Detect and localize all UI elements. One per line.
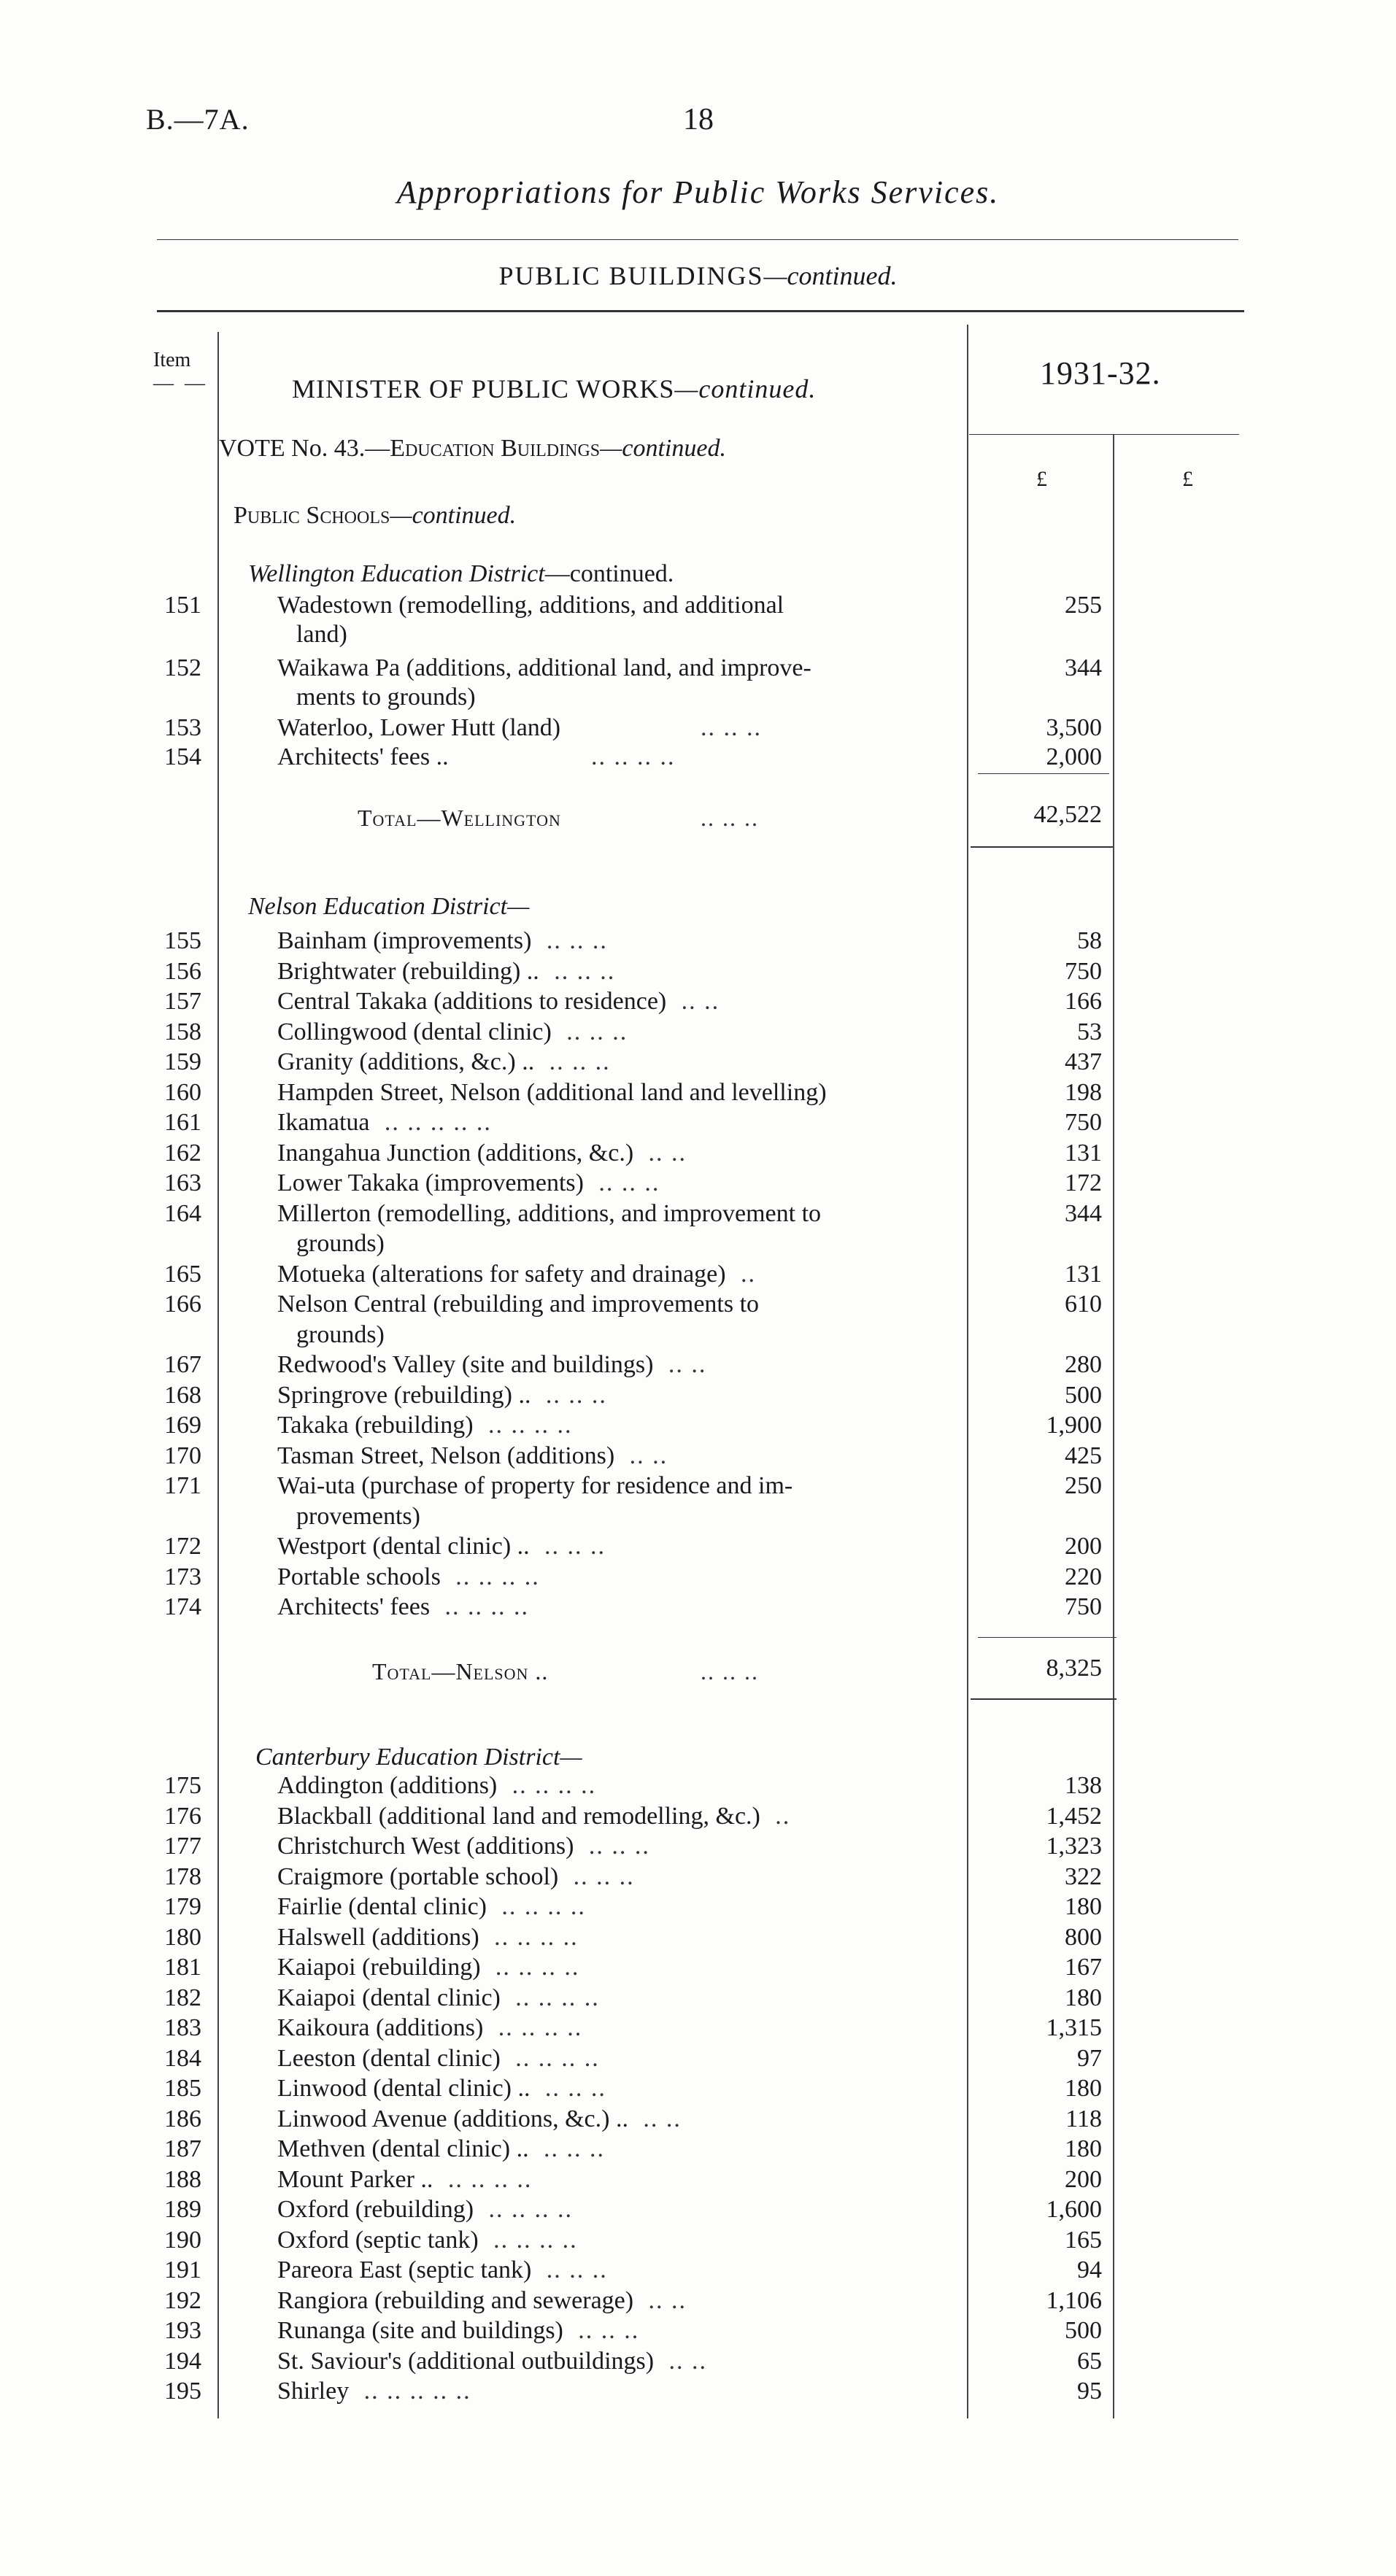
item-description bbox=[277, 2044, 956, 2073]
leader-dots: .. .. .. .. bbox=[591, 743, 676, 770]
leader-dots: .. .. bbox=[681, 988, 720, 1015]
item-description bbox=[277, 957, 956, 986]
leader-dots: .. .. bbox=[643, 2105, 682, 2132]
document-reference: B.—7A. bbox=[146, 103, 250, 136]
item-number: 181 bbox=[164, 1954, 201, 1981]
item-description bbox=[277, 1471, 956, 1501]
leader-dots: .. bbox=[740, 1260, 756, 1288]
item-amount: 198 bbox=[1065, 1078, 1102, 1106]
item-description bbox=[277, 2074, 956, 2103]
item-amount: 344 bbox=[1065, 1199, 1102, 1227]
leader-dots: .. .. .. bbox=[544, 1533, 606, 1560]
item-amount: 255 bbox=[1065, 592, 1102, 619]
leader-dots: .. .. .. .. bbox=[515, 1984, 600, 2011]
year-header-rule bbox=[969, 434, 1239, 435]
item-number: 176 bbox=[164, 1802, 201, 1830]
schools-continued: —continued. bbox=[390, 502, 517, 529]
item-description bbox=[277, 2347, 956, 2376]
item-number: 185 bbox=[164, 2075, 201, 2102]
leader-dots: .. .. .. bbox=[546, 927, 608, 954]
item-description: Waikawa Pa (additions, additional land, and improve- bbox=[277, 654, 811, 681]
leader-dots: .. .. .. bbox=[566, 1018, 628, 1045]
item-text: Portable schools bbox=[277, 1563, 441, 1590]
item-text: Westport (dental clinic) .. bbox=[277, 1533, 530, 1560]
item-description bbox=[277, 2316, 956, 2345]
currency-symbol-first: £ bbox=[1036, 467, 1047, 491]
item-description bbox=[277, 1018, 956, 1047]
item-number: 188 bbox=[164, 2165, 201, 2193]
item-description bbox=[277, 1563, 956, 1592]
item-amount: 180 bbox=[1065, 2075, 1102, 2102]
item-number: 171 bbox=[164, 1472, 201, 1499]
item-number: 153 bbox=[164, 714, 201, 741]
item-number: 172 bbox=[164, 1533, 201, 1560]
leader-dots: .. .. .. bbox=[701, 1658, 759, 1685]
item-description-continued: land) bbox=[296, 621, 347, 648]
item-amount: 172 bbox=[1065, 1169, 1102, 1196]
item-text: Mount Parker .. bbox=[277, 2165, 433, 2193]
leader-dots: .. .. .. .. bbox=[444, 1593, 529, 1620]
item-number: 162 bbox=[164, 1139, 201, 1167]
subtotal-rule bbox=[978, 1637, 1117, 1638]
item-description bbox=[277, 1199, 956, 1229]
item-amount: 131 bbox=[1065, 1260, 1102, 1288]
item-text: St. Saviour's (additional outbuildings) bbox=[277, 2347, 655, 2375]
total-rule bbox=[971, 1698, 1117, 1700]
item-number: 155 bbox=[164, 927, 201, 954]
item-number: 187 bbox=[164, 2135, 201, 2162]
item-description-continued: provements) bbox=[296, 1502, 420, 1530]
item-amount: 500 bbox=[1065, 2317, 1102, 2344]
item-amount: 322 bbox=[1065, 1863, 1102, 1890]
item-amount: 280 bbox=[1065, 1351, 1102, 1378]
item-description bbox=[277, 2105, 956, 2134]
minister-continued: —continued. bbox=[674, 374, 817, 403]
item-number: 186 bbox=[164, 2105, 201, 2132]
item-number: 179 bbox=[164, 1893, 201, 1920]
item-amount: 131 bbox=[1065, 1139, 1102, 1167]
item-number: 158 bbox=[164, 1018, 201, 1045]
item-number: 190 bbox=[164, 2226, 201, 2254]
item-text: Blackball (additional land and remodelling, &c.) bbox=[277, 1802, 760, 1830]
item-text: Collingwood (dental clinic) bbox=[277, 1018, 552, 1045]
item-description bbox=[277, 1411, 956, 1440]
item-number: 170 bbox=[164, 1442, 201, 1469]
item-text: Granity (additions, &c.) .. bbox=[277, 1048, 535, 1075]
item-description bbox=[277, 1771, 956, 1801]
minister-name: MINISTER OF PUBLIC WORKS bbox=[292, 374, 675, 403]
item-number: 182 bbox=[164, 1984, 201, 2011]
leader-dots: .. .. .. .. bbox=[488, 2196, 573, 2223]
item-amount: 750 bbox=[1065, 957, 1102, 985]
item-amount: 1,106 bbox=[1046, 2286, 1102, 2314]
leader-dots: .. .. bbox=[648, 1139, 687, 1167]
item-amount: 95 bbox=[1077, 2378, 1102, 2405]
total-text: Total—Wellington bbox=[358, 805, 561, 831]
vote-prefix: VOTE No. 43.— bbox=[219, 435, 390, 462]
item-number: 173 bbox=[164, 1563, 201, 1590]
item-amount: 800 bbox=[1065, 1923, 1102, 1951]
subtotal-rule bbox=[978, 773, 1109, 774]
item-description bbox=[277, 987, 956, 1016]
leader-dots: .. .. .. bbox=[588, 1833, 650, 1860]
item-description bbox=[277, 1139, 956, 1168]
item-number: 194 bbox=[164, 2347, 201, 2375]
item-number: 167 bbox=[164, 1351, 201, 1378]
item-description-continued: grounds) bbox=[296, 1320, 385, 1348]
item-text: Christchurch West (additions) bbox=[277, 1833, 574, 1860]
item-number: 152 bbox=[164, 654, 201, 681]
item-amount: 250 bbox=[1065, 1472, 1102, 1499]
item-number: 168 bbox=[164, 1381, 201, 1409]
item-text: Linwood (dental clinic) .. bbox=[277, 2075, 531, 2102]
item-amount: 180 bbox=[1065, 1984, 1102, 2011]
minister-heading bbox=[292, 374, 816, 404]
leader-dots: .. .. .. .. bbox=[447, 2165, 533, 2193]
item-column-header: Item bbox=[153, 349, 191, 371]
item-text: Methven (dental clinic) .. bbox=[277, 2135, 529, 2162]
item-text: Leeston (dental clinic) bbox=[277, 2044, 501, 2072]
item-text: Takaka (rebuilding) bbox=[277, 1412, 474, 1439]
leader-dots: .. .. .. .. bbox=[515, 2044, 600, 2072]
leader-dots: .. .. .. .. .. bbox=[384, 1109, 492, 1136]
item-amount: 3,500 bbox=[1046, 714, 1102, 741]
item-column-rule bbox=[217, 332, 219, 2418]
item-text: Wai-uta (purchase of property for residence and im- bbox=[277, 1472, 793, 1499]
leader-dots: .. .. .. bbox=[549, 1048, 611, 1075]
item-description bbox=[277, 1953, 956, 1982]
leader-dots: .. .. .. .. .. bbox=[363, 2378, 471, 2405]
item-text: Shirley bbox=[277, 2378, 350, 2405]
title-rule bbox=[157, 239, 1238, 240]
leader-dots: .. .. .. .. bbox=[493, 2226, 578, 2254]
leader-dots: .. .. bbox=[648, 2286, 687, 2314]
currency-symbol-second: £ bbox=[1182, 467, 1193, 491]
item-amount: 750 bbox=[1065, 1109, 1102, 1136]
leader-dots: .. .. .. bbox=[546, 2256, 608, 2283]
item-text: Architects' fees bbox=[277, 1593, 431, 1620]
wellington-heading-text: Wellington Education District bbox=[248, 560, 545, 587]
item-amount: 166 bbox=[1065, 988, 1102, 1015]
item-description bbox=[277, 1078, 956, 1107]
item-number: 189 bbox=[164, 2196, 201, 2223]
item-number: 195 bbox=[164, 2378, 201, 2405]
item-text: Kaiapoi (rebuilding) bbox=[277, 1954, 481, 1981]
item-text: Linwood Avenue (additions, &c.) .. bbox=[277, 2105, 628, 2132]
item-text: Inangahua Junction (additions, &c.) bbox=[277, 1139, 634, 1167]
item-number: 164 bbox=[164, 1199, 201, 1227]
item-number: 151 bbox=[164, 592, 201, 619]
item-description bbox=[277, 2165, 956, 2194]
item-number: 157 bbox=[164, 988, 201, 1015]
wellington-total-label bbox=[358, 805, 759, 832]
item-text: Hampden Street, Nelson (additional land and levelling) bbox=[277, 1078, 827, 1106]
item-amount: 200 bbox=[1065, 2165, 1102, 2193]
item-description bbox=[277, 743, 956, 772]
item-text: Lower Takaka (improvements) bbox=[277, 1169, 584, 1196]
item-description bbox=[277, 1984, 956, 2013]
leader-dots: .. .. .. .. bbox=[498, 2014, 583, 2041]
leader-dots: .. .. .. bbox=[544, 2135, 605, 2162]
item-number: 154 bbox=[164, 743, 201, 770]
item-text: Runanga (site and buildings) bbox=[277, 2317, 563, 2344]
item-number: 159 bbox=[164, 1048, 201, 1075]
leader-dots: .. .. .. .. bbox=[501, 1893, 586, 1920]
item-number: 169 bbox=[164, 1412, 201, 1439]
leader-dots: .. .. .. .. bbox=[512, 1772, 597, 1799]
nelson-total-amount: 8,325 bbox=[1046, 1655, 1102, 1682]
item-description bbox=[277, 713, 956, 743]
item-number: 156 bbox=[164, 957, 201, 985]
leader-dots: .. .. .. .. bbox=[455, 1563, 540, 1590]
leader-dots: .. .. bbox=[668, 1351, 707, 1378]
item-text: Addington (additions) bbox=[277, 1772, 498, 1799]
item-amount: 1,600 bbox=[1046, 2196, 1102, 2223]
item-description bbox=[277, 1863, 956, 1892]
leader-dots: .. .. .. .. bbox=[487, 1412, 573, 1439]
item-description bbox=[277, 2256, 956, 2285]
item-amount: 138 bbox=[1065, 1772, 1102, 1799]
section-continued: —continued. bbox=[763, 261, 898, 290]
item-text: Rangiora (rebuilding and sewerage) bbox=[277, 2286, 634, 2314]
item-number: 161 bbox=[164, 1109, 201, 1136]
item-description-continued: grounds) bbox=[296, 1230, 385, 1257]
item-text: Ikamatua bbox=[277, 1109, 370, 1136]
item-amount: 1,452 bbox=[1046, 1802, 1102, 1830]
item-description-continued: ments to grounds) bbox=[296, 684, 476, 711]
item-text: Central Takaka (additions to residence) bbox=[277, 988, 667, 1015]
leader-dots: .. .. bbox=[668, 2347, 707, 2375]
section-rule bbox=[157, 310, 1244, 312]
item-description bbox=[277, 1892, 956, 1922]
item-text: Craigmore (portable school) bbox=[277, 1863, 559, 1890]
item-number: 165 bbox=[164, 1260, 201, 1288]
item-amount: 750 bbox=[1065, 1593, 1102, 1620]
amount-column-rule-right bbox=[1113, 434, 1114, 2418]
item-description bbox=[277, 1350, 956, 1380]
item-amount: 97 bbox=[1077, 2044, 1102, 2072]
schools-heading bbox=[234, 502, 516, 530]
item-description bbox=[277, 1593, 956, 1622]
item-number: 180 bbox=[164, 1923, 201, 1951]
leader-dots: .. .. .. .. bbox=[495, 1954, 580, 1981]
item-description bbox=[277, 1169, 956, 1198]
item-column-dash: — — bbox=[153, 372, 208, 395]
item-number: 191 bbox=[164, 2256, 201, 2283]
leader-dots: .. .. .. bbox=[554, 957, 616, 985]
vote-continued: —continued. bbox=[600, 435, 726, 462]
item-number: 175 bbox=[164, 1772, 201, 1799]
item-text: Kaiapoi (dental clinic) bbox=[277, 1984, 501, 2011]
item-description bbox=[277, 1108, 956, 1137]
item-number: 183 bbox=[164, 2014, 201, 2041]
item-amount: 1,323 bbox=[1046, 1833, 1102, 1860]
item-description: Wadestown (remodelling, additions, and additional bbox=[277, 592, 784, 619]
item-description bbox=[277, 1260, 956, 1289]
item-text: Motueka (alterations for safety and drainage) bbox=[277, 1260, 726, 1288]
leader-dots: .. .. .. bbox=[701, 805, 759, 831]
item-text: Halswell (additions) bbox=[277, 1923, 479, 1951]
item-description bbox=[277, 1048, 956, 1077]
item-description bbox=[277, 1290, 956, 1319]
wellington-heading-continued: —continued. bbox=[544, 560, 674, 587]
item-description bbox=[277, 2377, 956, 2406]
item-description bbox=[277, 1442, 956, 1471]
item-amount: 344 bbox=[1065, 654, 1102, 681]
item-number: 163 bbox=[164, 1169, 201, 1196]
item-amount: 53 bbox=[1077, 1018, 1102, 1045]
total-rule bbox=[971, 846, 1113, 848]
item-number: 160 bbox=[164, 1078, 201, 1106]
item-text: Oxford (septic tank) bbox=[277, 2226, 479, 2254]
item-description bbox=[277, 2195, 956, 2224]
item-text: Redwood's Valley (site and buildings) bbox=[277, 1351, 654, 1378]
total-text: Total—Nelson .. bbox=[372, 1658, 549, 1685]
item-amount: 425 bbox=[1065, 1442, 1102, 1469]
item-amount: 118 bbox=[1065, 2105, 1102, 2132]
wellington-total-amount: 42,522 bbox=[1033, 801, 1102, 828]
leader-dots: .. bbox=[775, 1802, 791, 1830]
leader-dots: .. .. .. bbox=[598, 1169, 660, 1196]
item-text: Springrove (rebuilding) .. bbox=[277, 1381, 531, 1409]
item-text: Brightwater (rebuilding) .. bbox=[277, 957, 539, 985]
item-number: 192 bbox=[164, 2286, 201, 2314]
item-description bbox=[277, 2286, 956, 2316]
amount-column-rule-left bbox=[967, 325, 968, 2418]
item-amount: 2,000 bbox=[1046, 743, 1102, 770]
item-amount: 220 bbox=[1065, 1563, 1102, 1590]
wellington-district-heading bbox=[248, 560, 674, 588]
leader-dots: .. .. .. bbox=[578, 2317, 640, 2344]
item-description bbox=[277, 2135, 956, 2164]
vote-name: Education Buildings bbox=[390, 435, 601, 462]
item-amount: 165 bbox=[1065, 2226, 1102, 2254]
leader-dots: .. .. .. bbox=[701, 714, 762, 741]
item-amount: 94 bbox=[1077, 2256, 1102, 2283]
section-name: PUBLIC BUILDINGS bbox=[498, 261, 764, 290]
item-text: Nelson Central (rebuilding and improvements to bbox=[277, 1291, 760, 1318]
page-title: Appropriations for Public Works Services. bbox=[396, 174, 1000, 210]
page-number: 18 bbox=[683, 103, 714, 136]
item-description bbox=[277, 1381, 956, 1410]
item-text: Waterloo, Lower Hutt (land) bbox=[277, 714, 561, 741]
leader-dots: .. .. .. bbox=[573, 1863, 635, 1890]
item-number: 166 bbox=[164, 1291, 201, 1318]
item-text: Fairlie (dental clinic) bbox=[277, 1893, 487, 1920]
item-description bbox=[277, 1923, 956, 1952]
nelson-total-label bbox=[372, 1658, 759, 1685]
item-text: Tasman Street, Nelson (additions) bbox=[277, 1442, 615, 1469]
item-number: 178 bbox=[164, 1863, 201, 1890]
item-number: 177 bbox=[164, 1833, 201, 1860]
item-text: Millerton (remodelling, additions, and improvement to bbox=[277, 1199, 822, 1227]
item-amount: 167 bbox=[1065, 1954, 1102, 1981]
section-title bbox=[0, 260, 1396, 291]
item-text: Oxford (rebuilding) bbox=[277, 2196, 474, 2223]
vote-heading bbox=[219, 435, 726, 463]
item-text: Architects' fees .. bbox=[277, 743, 449, 770]
item-description bbox=[277, 2014, 956, 2043]
schools-name: Public Schools bbox=[234, 502, 390, 529]
item-description bbox=[277, 927, 956, 956]
leader-dots: .. .. .. bbox=[544, 2075, 606, 2102]
item-number: 184 bbox=[164, 2044, 201, 2072]
item-description bbox=[277, 1832, 956, 1861]
item-description bbox=[277, 1532, 956, 1561]
item-amount: 1,900 bbox=[1046, 1412, 1102, 1439]
item-text: Pareora East (septic tank) bbox=[277, 2256, 532, 2283]
nelson-district-heading: Nelson Education District— bbox=[248, 893, 530, 920]
item-description bbox=[277, 1802, 956, 1831]
item-amount: 58 bbox=[1077, 927, 1102, 954]
canterbury-district-heading: Canterbury Education District— bbox=[255, 1744, 582, 1771]
item-amount: 437 bbox=[1065, 1048, 1102, 1075]
item-amount: 1,315 bbox=[1046, 2014, 1102, 2041]
year-column-header: 1931-32. bbox=[1040, 355, 1161, 391]
item-amount: 180 bbox=[1065, 1893, 1102, 1920]
item-amount: 610 bbox=[1065, 1291, 1102, 1318]
item-text: Bainham (improvements) bbox=[277, 927, 532, 954]
item-amount: 180 bbox=[1065, 2135, 1102, 2162]
item-amount: 500 bbox=[1065, 1381, 1102, 1409]
item-description bbox=[277, 2226, 956, 2255]
item-amount: 200 bbox=[1065, 1533, 1102, 1560]
item-number: 193 bbox=[164, 2317, 201, 2344]
item-amount: 65 bbox=[1077, 2347, 1102, 2375]
leader-dots: .. .. bbox=[629, 1442, 668, 1469]
leader-dots: .. .. .. bbox=[545, 1381, 607, 1409]
leader-dots: .. .. .. .. bbox=[494, 1923, 579, 1951]
item-text: Kaikoura (additions) bbox=[277, 2014, 484, 2041]
item-number: 174 bbox=[164, 1593, 201, 1620]
